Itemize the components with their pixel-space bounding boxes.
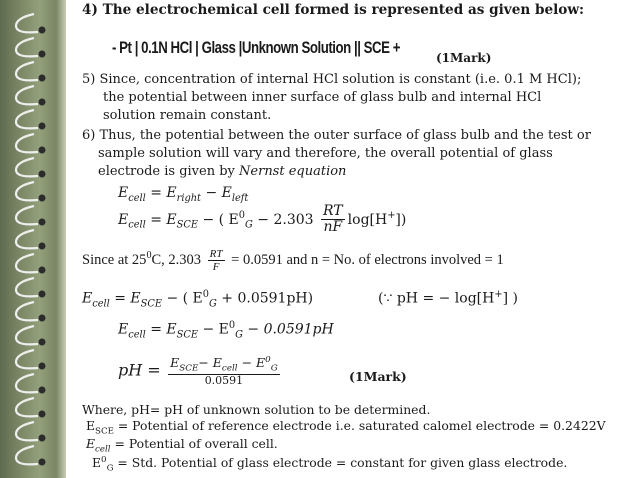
point-4-text: 4) The electrochemical cell formed is represented as given below: xyxy=(82,2,585,18)
point-5-line-2: the potential between inner surface of glass bulb and internal HCl xyxy=(103,90,542,105)
point-6-line-2: sample solution will vary and therefore, the overall potential of glass xyxy=(98,146,553,161)
rt-nf-fraction: $\frac{RT}{nF}$ xyxy=(323,203,343,236)
mark-label-2: (1Mark) xyxy=(349,369,407,384)
point-6-line-1: 6) Thus, the potential between the outer surface of glass bulb and the test or xyxy=(82,128,591,143)
binder-rings-decoration xyxy=(0,0,70,478)
where-line-eg: $E^0_G$ = Std. Potential of glass electrode = constant for given glass electrode. xyxy=(92,455,568,474)
point-6-line-3: electrode is given by Nernst equation xyxy=(98,164,347,179)
point-5-line-3: solution remain constant. xyxy=(103,108,272,123)
equation-2: $E_{cell} = E_{SCE}$ − ( $E^0_G - 2.303$ $\frac{RT}{nF}$ log[H+]) xyxy=(118,203,407,236)
where-line-1: Where, pH= pH of unknown solution to be determined. xyxy=(82,402,431,417)
rt-f-fraction: $\frac{RT}{F}$ xyxy=(209,248,223,274)
mark-label-1: (1Mark) xyxy=(436,51,492,65)
equation-4: $E_{cell} = E_{SCE} - E^0_G - 0.0591pH$ xyxy=(118,320,334,341)
ph-fraction: $\frac{E_{SCE}- E_{cell} - E^0_G}{0.0591}$ xyxy=(170,355,278,388)
equation-3: $E_{cell} = E_{SCE}$ − ( $E^0_G + 0.0591pH$) xyxy=(82,289,314,310)
since-at-25c-line: Since at $25^0C$, 2.303 $\frac{RT}{F}$ = 0.0591 and n = No. of electrons involved = 1 xyxy=(82,248,504,274)
point-5-line-1: 5) Since, concentration of internal HCl solution is constant (i.e. 0.1 M HCl); xyxy=(82,72,582,87)
cell-representation: - Pt | 0.1N HCl | Glass |Unknown Solution || SCE + xyxy=(112,38,401,57)
equation-1: $E_{cell} = E_{right} - E_{left}$ xyxy=(118,185,249,204)
where-line-ecell: $E_{cell}$ = Potential of overall cell. xyxy=(86,436,278,455)
where-line-esce: $E_{SCE}$ = Potential of reference electrode i.e. saturated calomel electrode = 0.2422V xyxy=(86,418,606,437)
ph-definition: (∵ pH = − log[H+] ) xyxy=(378,289,518,307)
equation-5: pH = $\frac{E_{SCE}- E_{cell} - E^0_G}{0.0591}$ xyxy=(118,355,278,388)
